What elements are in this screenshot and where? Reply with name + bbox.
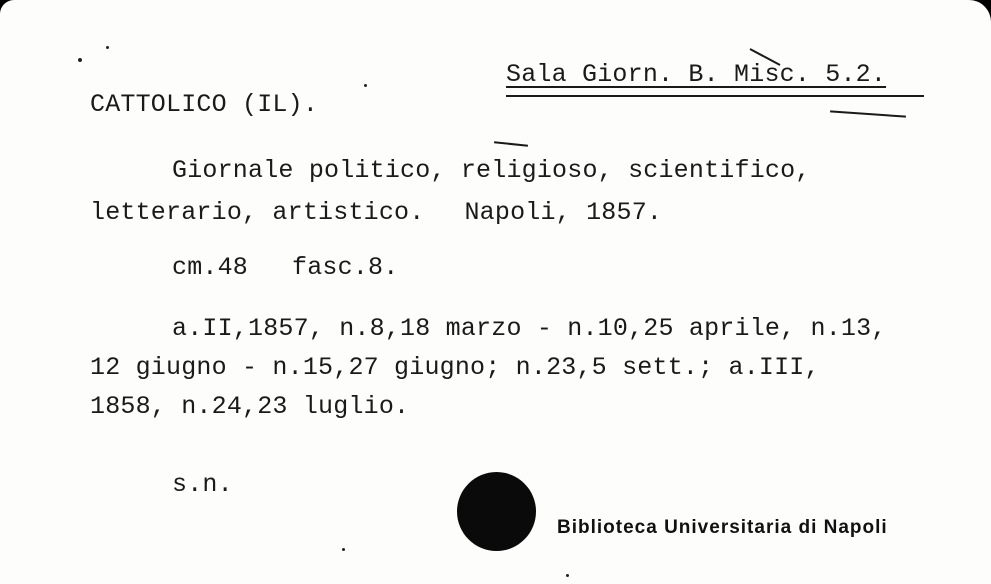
physical-description: [172, 253, 398, 282]
pen-stroke: [830, 110, 906, 117]
ink-speck: [342, 548, 345, 551]
holdings-line-2: 12 giugno - n.15,27 giugno; n.23,5 sett.; a.III,: [90, 353, 820, 382]
record-title: CATTOLICO (IL).: [90, 90, 319, 119]
imprint: Napoli, 1857.: [464, 198, 663, 227]
description-line-1: Giornale politico, religioso, scientifico,: [172, 156, 811, 185]
library-stamp: Biblioteca Universitaria di Napoli: [557, 517, 888, 538]
ink-speck: [78, 58, 82, 62]
ink-speck: [364, 84, 367, 87]
description-genre: letterario, artistico.: [90, 198, 425, 227]
holdings-line-3: 1858, n.24,23 luglio.: [90, 392, 410, 421]
stamp-circle: [457, 472, 536, 551]
description-line-2: [90, 198, 662, 227]
holdings-line-1: a.II,1857, n.8,18 marzo - n.10,25 aprile, n.13,: [172, 314, 887, 343]
ink-speck: [566, 574, 569, 577]
format-size: cm.48: [172, 253, 249, 282]
format-parts: fasc.8.: [292, 253, 399, 282]
pen-stroke: [494, 141, 528, 147]
shelfmark-underline: [506, 95, 924, 97]
publisher-note: s.n.: [172, 470, 233, 499]
shelfmark: Sala Giorn. B. Misc. 5.2.: [506, 60, 887, 89]
ink-speck: [106, 46, 109, 49]
